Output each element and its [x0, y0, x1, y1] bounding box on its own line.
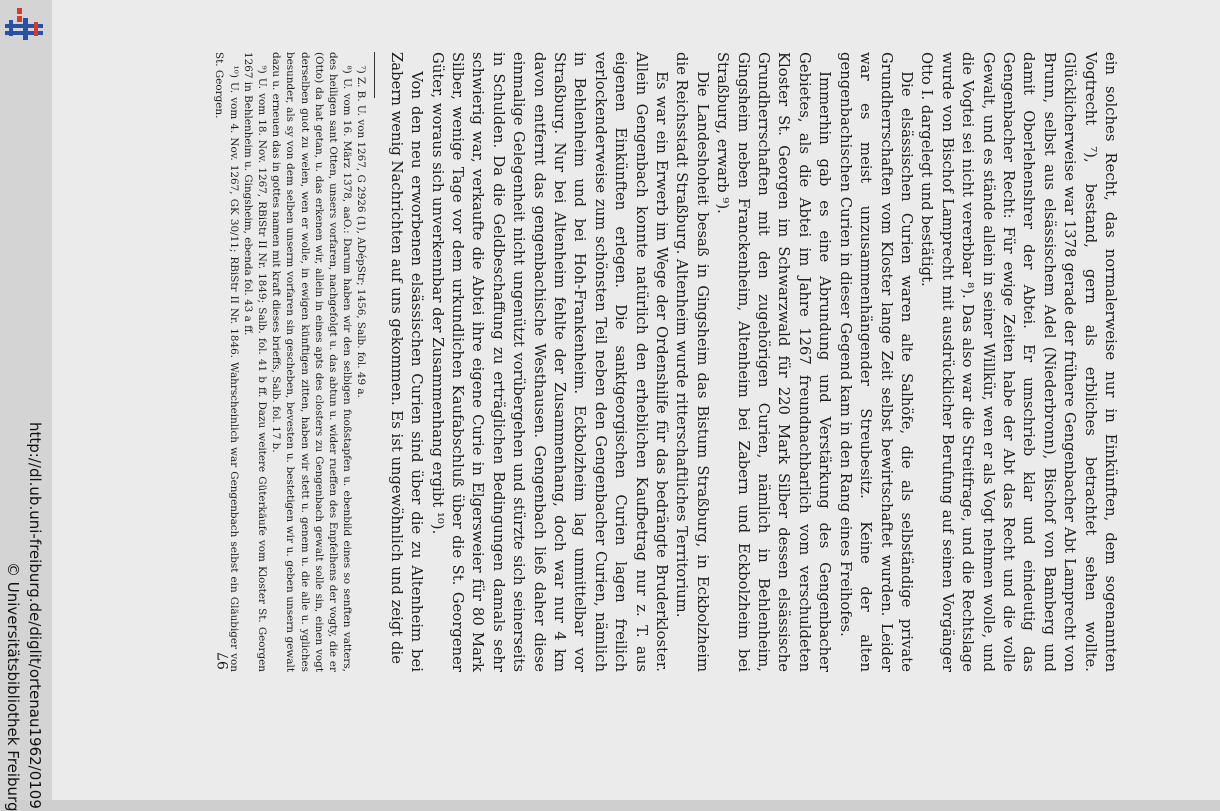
- body-text: [385, 52, 1120, 672]
- paragraph: ein solches Recht, das normalerweise nur in Einkünften, dem sogenannten Vogtrecht ⁷), bestand, gern als erbliches betrachtet sehen wollte. Glücklicherweise war 1378 gerade der frühere Gengenbacher Abt Lamprecht von Brunn, selbst aus elsässischem Adel (Niederbronn), Bischof von Bamberg und damit Oberlehenshrer der Abtei. Er umschrieb klar und eindeutig das Gengenbacher Recht: Für ewige Zeiten habe der Abt das Recht und die volle Gewalt, und es stände allein in seiner Willkür, wen er als Vogt nehmen wolle, und die Vogtei sei nicht vererbbar ⁸). Das also war die Streitfrage, und die Rechtslage wurde von Bischof Lamprecht mit ausdrücklicher Berufung auf seinen Vorgänger Otto I. dargelegt und bestätigt.: [918, 52, 1119, 672]
- paragraph: Immerhin gab es eine Abrundung und Verstärkung des Gengenbacher Gebietes, als die Abtei im Jahre 1267 freundnachbarlich vom verschuldeten Kloster St. Georgen im Schwarzwald für 220 Mark Silber dessen elsässische Grundherrschaften mit den zugehörigen Curien, nämlich in Behlenheim, Gingsheim neben Franckenheim, Altenheim bei Zabern und Eckbolzheim bei Straßburg, erwarb ⁹).: [714, 52, 834, 672]
- paragraph: Es war ein Erwerb im Wege der Ordenshilfe für das bedrängte Bruderkloster. Allein Gengenbach konnte natürlich den erheblichen Kaufbetrag nur z. T. aus eigenen Einkünften erlegen. Die sanktgeorgischen Curien lagen freilich verlockenderweise zum schönsten Teil neben den Gengenbacher Curien, nämlich in Behlenheim und bei Hoh-Frankenheim. Eckbolzheim lag unmittelbar vor Straßburg. Nur bei Altenheim fehlte der Zusammenhang, doch war nur 4 km davon entfernt das gengenbachische Westhausen. Gengenbach ließ daher diese einmalige Gelegenheit nicht ungenützt vorübergehen und stürzte sich seinerseits in Schulden. Da die Geldbeschaffung zu erträglichen Bedingungen damals sehr schwierig war, verkaufte die Abtei ihre eigene Curie in Elgersweier für 80 Mark Silber, wenige Tage vor dem urkundlichen Kaufabschluß über die St. Georgener Güter, woraus sich unverkennbar der Zusammenhang ergibt ¹⁰).: [428, 52, 671, 672]
- page-content: [200, 52, 1120, 672]
- footnote: ⁹) U. vom 18. Nov. 1267, RBiStr II Nr. 1849; Salb. fol. 41 b ff. Dazu weitere Güterkäufe vom Kloster St. Georgen 1267 in Behlenheim u. Gingsheim, ebenda fol. 43 a ff.: [241, 52, 268, 672]
- scanned-page: [52, 0, 1220, 800]
- footnote-separator: [374, 52, 375, 98]
- copyright-notice: © Universitätsbibliothek Freiburg: [4, 562, 22, 811]
- paragraph: Von den neu erworbenen elsässischen Curien sind über die zu Altenheim bei Zabern wenig Nachrichten auf uns gekommen. Es ist ungewöhnlich und zeigt die: [387, 52, 426, 672]
- footnote: ⁸) U. vom 16. März 1378, aaO.: Darum haben wir den selbigen fuoßstapfen u. ebenbild eines so senften vatters, des heiligen sant Otten, unsers vorfaren, nachgefolgt u. das abtun u. wider rueffen des Enpfelhens der vogty, die er (Otto) da hat getan, u. das erkenen wir, allein in eines apts des closters zu Gengenbach gewalt solle sin, einen vogt derselben guot zu welen, wen er wolle, in ewigen künftigen zitten, haben wir stett u. genem u. die alle u. ygliches besunder, als sy von dem selben unserm vorfaren sin gescheben, bevesten u. bestetigen wir u. geben unsern gewalt dazu u. erneuen das in gottes namen mit kraft dieses brieffs, Salb. fol. 17 b.: [270, 52, 354, 672]
- library-logo-icon: [3, 6, 45, 48]
- page-number: 97: [216, 652, 232, 670]
- document-url[interactable]: http://dl.ub.uni-freiburg.de/diglit/ortenau1962/0109: [26, 422, 44, 809]
- paragraph: Die elsässischen Curien waren alte Salhöfe, die als selbständige private Grundherrschaften vom Kloster lange Zeit selbst bewirtschaftet wurden. Leider war es meist unzusammenhängender Streubesitz. Keine der alten gengenbachischen Curien in dieser Gegend kam in den Rang eines Freihofes.: [836, 52, 915, 672]
- paragraph: Die Landeshoheit besaß in Gingsheim das Bistum Straßburg, in Eckbolzheim die Reichsstadt Straßburg. Altenheim wurde ritterschaftliches Territorium.: [673, 52, 711, 672]
- footnote: ¹⁰) U. vom 4. Nov. 1267, GK 30/11; RBiStr II Nr. 1846. Wahrscheinlich war Gengenbach selbst ein Gläubiger von St. Georgen.: [213, 52, 240, 672]
- footnote: ⁷) Z. B. U. von 1267, G 2926 (1), ADépStr; 1456, Salb. fol. 49 a.: [355, 65, 368, 398]
- footnotes: [212, 52, 368, 672]
- viewer-sidebar: [0, 0, 52, 811]
